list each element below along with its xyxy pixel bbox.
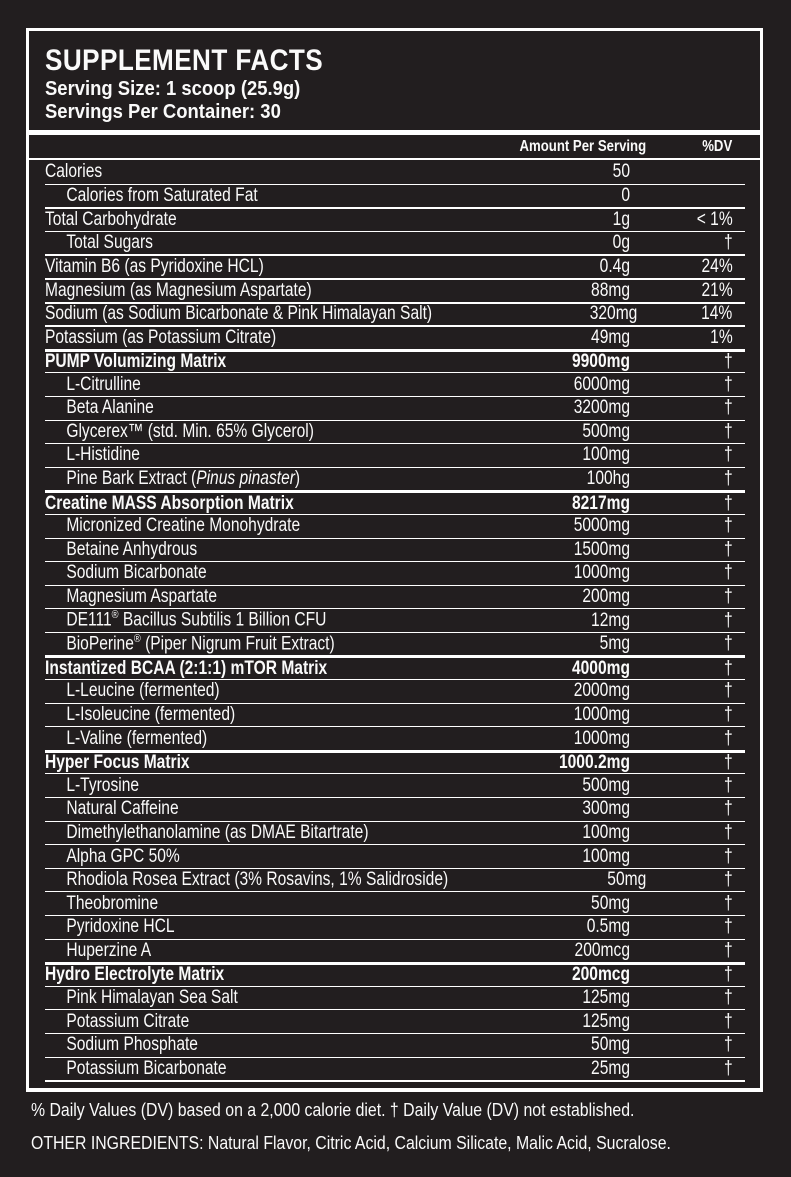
table-row <box>45 514 745 538</box>
table-row <box>45 325 745 349</box>
amount-value: 300mg <box>582 798 630 820</box>
ingredient-name: Dimethylethanolamine (as DMAE Bitartrate) <box>66 821 369 843</box>
table-row <box>45 372 745 396</box>
amount-value: 100hg <box>586 468 630 490</box>
dv-value: † <box>724 752 733 774</box>
amount-value: 8217mg <box>571 492 630 514</box>
ingredient-name: Creatine MASS Absorption Matrix <box>45 492 294 514</box>
ingredient-name: Potassium Citrate <box>66 1010 190 1032</box>
ingredient-name: Potassium (as Potassium Citrate) <box>45 326 277 348</box>
ingredient-name: Sodium (as Sodium Bicarbonate & Pink Himalayan Salt) <box>45 303 433 325</box>
ingredient-name: Potassium Bicarbonate <box>66 1057 227 1079</box>
amount-value: 125mg <box>582 1010 630 1032</box>
dv-value: † <box>724 821 733 843</box>
dv-value: † <box>724 515 733 537</box>
table-row <box>45 797 745 821</box>
table-row <box>45 703 745 727</box>
table-row <box>45 396 745 420</box>
dv-value: † <box>724 869 733 891</box>
column-header-amount: Amount Per Serving <box>519 137 647 155</box>
amount-value: 1000mg <box>573 727 630 749</box>
facts-table-rows <box>45 160 745 1080</box>
dv-value: † <box>724 373 733 395</box>
table-row <box>45 490 745 514</box>
table-row <box>45 821 745 845</box>
ingredient-name: Natural Caffeine <box>66 798 179 820</box>
table-row <box>45 561 745 585</box>
dv-value: † <box>724 1057 733 1079</box>
amount-value: 200mg <box>582 585 630 607</box>
page-title: SUPPLEMENT FACTS <box>45 44 324 77</box>
dv-value: † <box>724 703 733 725</box>
amount-value: 49mg <box>591 326 630 348</box>
amount-value: 9900mg <box>571 351 630 373</box>
table-row <box>45 207 745 231</box>
amount-value: 25mg <box>591 1057 630 1079</box>
amount-value: 500mg <box>582 774 630 796</box>
amount-value: 50 <box>612 160 630 182</box>
table-row <box>45 655 745 679</box>
table-row <box>45 467 745 491</box>
table-row <box>45 1009 745 1033</box>
ingredient-name: L-Histidine <box>66 444 140 466</box>
dv-value: † <box>724 562 733 584</box>
dv-value: † <box>724 987 733 1009</box>
amount-value: 320mg <box>589 303 638 325</box>
amount-value: 50mg <box>606 869 646 891</box>
other-ingredients: OTHER INGREDIENTS: Natural Flavor, Citric Acid, Calcium Silicate, Malic Acid, Sucralose. <box>31 1133 671 1153</box>
ingredient-name: Pine Bark Extract (Pinus pinaster) <box>66 468 301 490</box>
amount-value: 200mcg <box>571 964 630 986</box>
amount-value: 100mg <box>582 845 630 867</box>
dv-value: † <box>724 657 733 679</box>
amount-value: 12mg <box>591 609 630 631</box>
ingredient-name: BioPerine® (Piper Nigrum Fruit Extract) <box>66 633 335 655</box>
column-header-dv: %DV <box>702 137 733 155</box>
ingredient-name: Pink Himalayan Sea Salt <box>66 987 238 1009</box>
table-row <box>45 632 745 656</box>
amount-value: 1500mg <box>573 538 630 560</box>
dv-value: 21% <box>701 279 733 301</box>
table-row <box>45 184 745 208</box>
amount-value: 2000mg <box>573 680 630 702</box>
amount-value: 1000mg <box>573 562 630 584</box>
dv-value: † <box>724 916 733 938</box>
ingredient-name: L-Citrulline <box>66 373 141 395</box>
facts-table <box>29 160 760 1088</box>
ingredient-name: Huperzine A <box>66 939 152 961</box>
dv-value: † <box>724 397 733 419</box>
dv-value: 24% <box>701 256 733 278</box>
amount-value: 125mg <box>582 987 630 1009</box>
dv-value: † <box>724 892 733 914</box>
table-row <box>45 608 745 632</box>
ingredient-name: Micronized Creatine Monohydrate <box>66 515 301 537</box>
ingredient-name: Vitamin B6 (as Pyridoxine HCL) <box>45 256 264 278</box>
dv-value: 14% <box>701 303 733 325</box>
servings-per-container: Servings Per Container: 30 <box>45 100 281 123</box>
amount-value: 50mg <box>591 892 630 914</box>
table-row <box>45 1033 745 1057</box>
ingredient-name: L-Isoleucine (fermented) <box>66 703 236 725</box>
ingredient-name: Alpha GPC 50% <box>66 845 180 867</box>
table-row <box>45 868 745 892</box>
dv-value: † <box>724 538 733 560</box>
supplement-facts-panel <box>26 28 763 1092</box>
table-row <box>45 538 745 562</box>
dv-value: < 1% <box>696 208 733 230</box>
dv-value: † <box>724 798 733 820</box>
table-row <box>45 585 745 609</box>
table-row <box>45 679 745 703</box>
dv-value: † <box>724 774 733 796</box>
dv-value: † <box>724 1034 733 1056</box>
amount-value: 50mg <box>591 1034 630 1056</box>
amount-value: 100mg <box>582 821 630 843</box>
table-row <box>45 844 745 868</box>
table-row <box>45 986 745 1010</box>
dv-value: 1% <box>710 326 733 348</box>
table-row <box>45 302 745 326</box>
table-row <box>45 231 745 255</box>
dv-value: † <box>724 420 733 442</box>
amount-value: 88mg <box>591 279 630 301</box>
serving-size: Serving Size: 1 scoop (25.9g) <box>45 77 301 100</box>
ingredient-name: Instantized BCAA (2:1:1) mTOR Matrix <box>45 657 328 679</box>
dv-value: † <box>724 680 733 702</box>
amount-value: 100mg <box>582 444 630 466</box>
table-row <box>45 254 745 278</box>
dv-value: † <box>724 351 733 373</box>
table-row <box>45 750 745 774</box>
amount-value: 1000mg <box>573 703 630 725</box>
amount-value: 5mg <box>599 633 630 655</box>
amount-value: 0 <box>621 184 630 206</box>
amount-value: 0.5mg <box>586 916 630 938</box>
amount-value: 3200mg <box>573 397 630 419</box>
ingredient-name: Beta Alanine <box>66 397 154 419</box>
amount-value: 1g <box>612 208 630 230</box>
ingredient-name: Total Sugars <box>66 232 153 254</box>
dv-value: † <box>724 609 733 631</box>
ingredient-name: Calories <box>45 160 103 182</box>
amount-value: 4000mg <box>571 657 630 679</box>
dv-value: † <box>724 939 733 961</box>
ingredient-name: Glycerex™ (std. Min. 65% Glycerol) <box>66 420 314 442</box>
ingredient-name: Pyridoxine HCL <box>66 916 175 938</box>
table-row <box>45 726 745 750</box>
dv-value: † <box>724 633 733 655</box>
dv-value: † <box>724 468 733 490</box>
ingredient-name: Total Carbohydrate <box>45 208 177 230</box>
table-row <box>45 349 745 373</box>
dv-value: † <box>724 964 733 986</box>
table-row <box>45 891 745 915</box>
table-row <box>45 939 745 963</box>
table-row <box>45 278 745 302</box>
ingredient-name: L-Leucine (fermented) <box>66 680 220 702</box>
column-header-row <box>29 135 760 158</box>
dv-value: † <box>724 1010 733 1032</box>
amount-value: 0.4g <box>599 256 630 278</box>
amount-value: 6000mg <box>573 373 630 395</box>
table-row <box>45 443 745 467</box>
table-row <box>45 160 745 184</box>
table-row <box>45 1057 745 1081</box>
ingredient-name: Theobromine <box>66 892 159 914</box>
ingredient-name: Calories from Saturated Fat <box>66 184 258 206</box>
amount-value: 5000mg <box>573 515 630 537</box>
dv-value: † <box>724 232 733 254</box>
ingredient-name: Hyper Focus Matrix <box>45 752 190 774</box>
panel-header <box>29 31 760 130</box>
amount-value: 200mcg <box>574 939 630 961</box>
ingredient-name: Rhodiola Rosea Extract (3% Rosavins, 1% Salidroside) <box>66 869 449 891</box>
ingredient-name: Sodium Phosphate <box>66 1034 198 1056</box>
dv-value: † <box>724 845 733 867</box>
ingredient-name: Magnesium Aspartate <box>66 585 218 607</box>
dv-value: † <box>724 585 733 607</box>
ingredient-name: DE111® Bacillus Subtilis 1 Billion CFU <box>66 609 327 631</box>
amount-value: 500mg <box>582 420 630 442</box>
ingredient-name: Hydro Electrolyte Matrix <box>45 964 225 986</box>
ingredient-name: PUMP Volumizing Matrix <box>45 351 227 373</box>
amount-value: 0g <box>612 232 630 254</box>
table-row <box>45 773 745 797</box>
dv-value: † <box>724 727 733 749</box>
ingredient-name: Sodium Bicarbonate <box>66 562 207 584</box>
ingredient-name: Betaine Anhydrous <box>66 538 198 560</box>
amount-value: 1000.2mg <box>558 752 630 774</box>
table-row <box>45 915 745 939</box>
ingredient-name: L-Valine (fermented) <box>66 727 208 749</box>
table-row <box>45 420 745 444</box>
dv-value: † <box>724 492 733 514</box>
table-bottom-divider <box>45 1080 745 1082</box>
dv-value: † <box>724 444 733 466</box>
ingredient-name: Magnesium (as Magnesium Aspartate) <box>45 279 312 301</box>
table-row <box>45 962 745 986</box>
daily-value-footnote: % Daily Values (DV) based on a 2,000 calorie diet. † Daily Value (DV) not established. <box>31 1100 635 1120</box>
ingredient-name: L-Tyrosine <box>66 774 140 796</box>
